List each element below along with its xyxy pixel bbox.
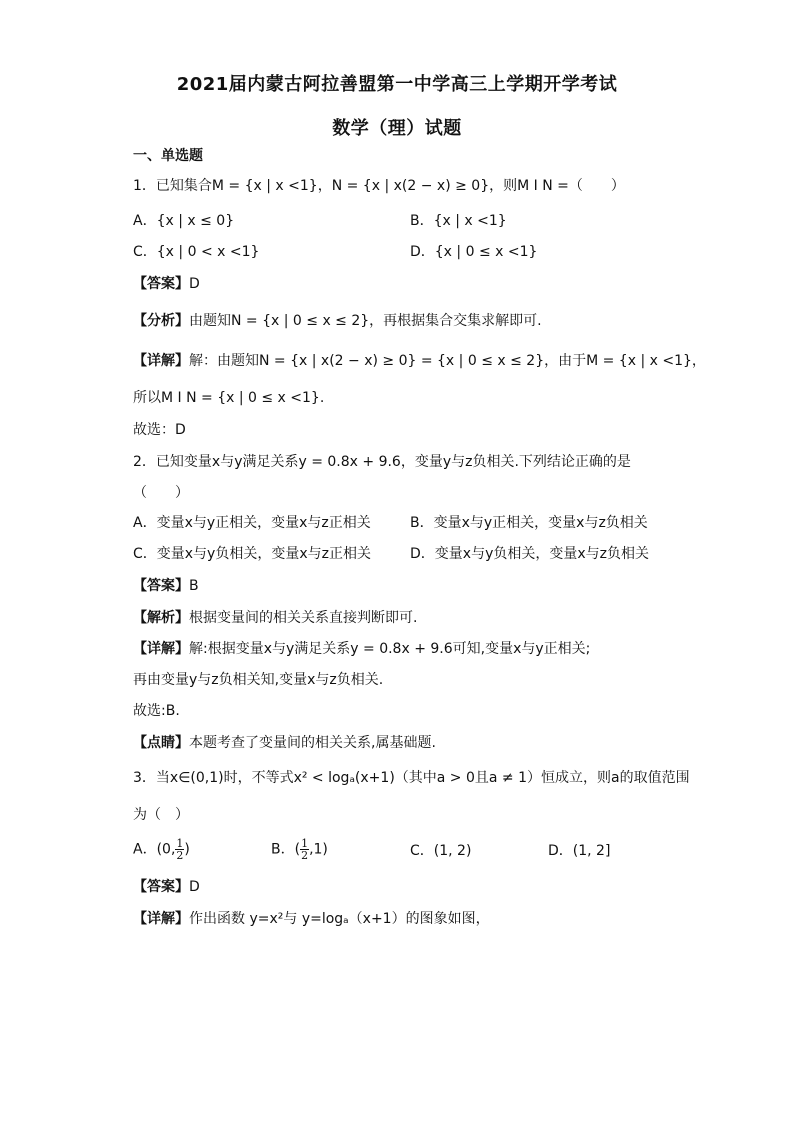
q3-stem-cont: 为（ ） (133, 807, 189, 823)
q3-option-b (271, 838, 328, 861)
analysis-tag: 【分析】 (133, 313, 189, 329)
comment-text: 本题考查了变量间的相关关系,属基础题. (189, 735, 436, 751)
analysis-text: 根据变量间的相关关系直接判断即可. (189, 610, 418, 626)
q1-option-b: B．{x | x <1} (410, 213, 507, 229)
q2-choose: 故选:B. (133, 703, 180, 719)
q2-option-c: C．变量x与y负相关，变量x与z正相关 (133, 546, 371, 562)
answer-value: D (189, 879, 200, 895)
answer-value: D (189, 276, 200, 292)
option-a-suffix: ) (184, 841, 190, 858)
q1-stem: 1．已知集合M = {x | x <1}，N = {x | x(2 − x) ≥ 0}，则M I N =（ ） (133, 178, 625, 194)
numerator: 1 (176, 837, 184, 850)
answer-tag: 【答案】 (133, 276, 189, 292)
q1-option-c: C．{x | 0 < x <1} (133, 244, 260, 260)
answer-tag: 【答案】 (133, 578, 189, 594)
denominator: 2 (176, 849, 184, 862)
q3-stem: 3．当x∈(0,1)时，不等式x² < logₐ(x+1)（其中a > 0且a ≠ 1）恒成立，则a的取值范围 (133, 770, 690, 786)
q2-analysis (133, 608, 417, 628)
q2-comment (133, 733, 436, 753)
detail-tag: 【详解】 (133, 641, 189, 657)
answer-tag: 【答案】 (133, 879, 189, 895)
q3-option-d: D．(1, 2] (548, 843, 611, 859)
q1-detail-cont: 所以M I N = {x | 0 ≤ x <1}. (133, 390, 325, 406)
q3-detail (133, 909, 490, 929)
option-a-prefix: A．(0, (133, 841, 176, 858)
detail-text: 作出函数 y=x²与 y=logₐ（x+1）的图象如图， (189, 911, 490, 927)
document-title: 2021届内蒙古阿拉善盟第一中学高三上学期开学考试 (176, 74, 618, 95)
option-b-suffix: ,1) (309, 841, 328, 858)
q1-option-a: A．{x | x ≤ 0} (133, 213, 235, 229)
answer-value: B (189, 578, 199, 594)
q1-analysis (133, 311, 542, 331)
q2-answer (133, 576, 199, 596)
q2-stem: 2．已知变量x与y满足关系y = 0.8x + 9.6，变量y与z负相关.下列结论正确的是 (133, 454, 631, 470)
numerator: 1 (301, 837, 309, 850)
analysis-text: 由题知N = {x | 0 ≤ x ≤ 2}，再根据集合交集求解即可. (189, 313, 542, 329)
q2-option-b: B．变量x与y正相关，变量x与z负相关 (410, 515, 648, 531)
detail-text: 解:根据变量x与y满足关系y = 0.8x + 9.6可知,变量x与y正相关; (189, 641, 591, 657)
detail-tag: 【详解】 (133, 353, 189, 369)
section-heading: 一、单选题 (133, 148, 203, 164)
q1-answer (133, 274, 200, 294)
denominator: 2 (301, 849, 309, 862)
fraction (300, 838, 309, 861)
q2-option-a: A．变量x与y正相关，变量x与z正相关 (133, 515, 371, 531)
q2-detail (133, 639, 590, 659)
q3-option-c: C．(1, 2) (410, 843, 472, 859)
document-subtitle: 数学（理）试题 (332, 118, 462, 139)
option-b-prefix: B．( (271, 841, 301, 858)
q1-choose: 故选：D (133, 422, 186, 438)
q1-option-d: D．{x | 0 ≤ x <1} (410, 244, 538, 260)
q2-stem-cont: （ ） (133, 485, 189, 501)
comment-tag: 【点睛】 (133, 735, 189, 751)
q3-option-a (133, 838, 190, 861)
detail-text: 解：由题知N = {x | x(2 − x) ≥ 0} = {x | 0 ≤ x ≤ 2}，由于M = {x | x <1}， (189, 353, 706, 369)
q2-option-d: D．变量x与y负相关，变量x与z负相关 (410, 546, 649, 562)
analysis-tag: 【解析】 (133, 610, 189, 626)
detail-tag: 【详解】 (133, 911, 189, 927)
q2-detail-cont: 再由变量y与z负相关知,变量x与z负相关. (133, 672, 384, 688)
q3-answer (133, 877, 200, 897)
q1-detail (133, 351, 706, 371)
